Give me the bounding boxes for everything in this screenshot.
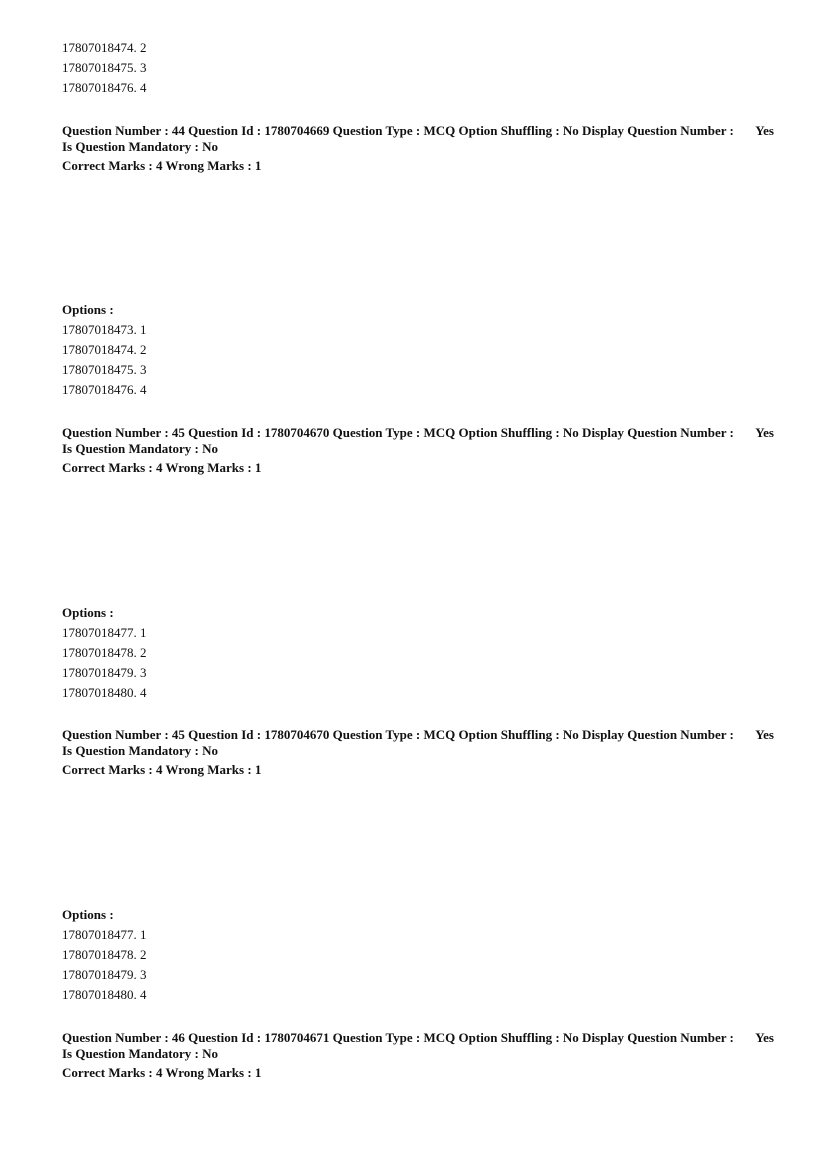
option-item: 17807018479. 3 <box>62 665 147 680</box>
question-marks: Correct Marks : 4 Wrong Marks : 1 <box>62 1065 262 1080</box>
question-meta-line <box>62 1030 774 1046</box>
question-header-45 <box>62 425 777 476</box>
option-item: 17807018478. 2 <box>62 947 147 962</box>
question-mandatory: Is Question Mandatory : No <box>62 139 219 154</box>
option-item: 17807018476. 4 <box>62 382 147 397</box>
question-meta-line <box>62 727 774 743</box>
display-question-number-value: Yes <box>755 727 774 742</box>
option-item: 17807018480. 4 <box>62 685 147 700</box>
option-item: 17807018476. 4 <box>62 80 147 95</box>
option-item: 17807018473. 1 <box>62 322 147 337</box>
display-question-number-value: Yes <box>755 1030 774 1045</box>
question-meta-text: Question Number : 44 Question Id : 1780704669 Question Type : MCQ Option Shuffling : No Display Question Number : <box>62 123 734 138</box>
question-header-45-repeat <box>62 727 777 778</box>
option-item: 17807018477. 1 <box>62 927 147 942</box>
option-item: 17807018478. 2 <box>62 645 147 660</box>
option-item: 17807018479. 3 <box>62 967 147 982</box>
question-meta-text: Question Number : 45 Question Id : 1780704670 Question Type : MCQ Option Shuffling : No Display Question Number : <box>62 425 734 440</box>
question-mandatory: Is Question Mandatory : No <box>62 743 219 758</box>
option-item: 17807018475. 3 <box>62 362 147 377</box>
option-item: 17807018474. 2 <box>62 40 147 55</box>
option-item: 17807018474. 2 <box>62 342 147 357</box>
question-header-46 <box>62 1030 777 1081</box>
question-options-44 <box>62 301 147 400</box>
options-label: Options : <box>62 605 114 620</box>
question-meta-line <box>62 123 774 139</box>
option-item: 17807018480. 4 <box>62 987 147 1002</box>
question-meta-text: Question Number : 45 Question Id : 1780704670 Question Type : MCQ Option Shuffling : No Display Question Number : <box>62 727 734 742</box>
option-item: 17807018477. 1 <box>62 625 147 640</box>
question-options-45 <box>62 604 147 703</box>
question-marks: Correct Marks : 4 Wrong Marks : 1 <box>62 460 262 475</box>
display-question-number-value: Yes <box>755 425 774 440</box>
question-header-44 <box>62 123 777 174</box>
question-meta-text: Question Number : 46 Question Id : 1780704671 Question Type : MCQ Option Shuffling : No Display Question Number : <box>62 1030 734 1045</box>
option-item: 17807018475. 3 <box>62 60 147 75</box>
question-mandatory: Is Question Mandatory : No <box>62 1046 219 1061</box>
question-meta-line <box>62 425 774 441</box>
options-label: Options : <box>62 302 114 317</box>
question-options-45-repeat <box>62 906 147 1005</box>
options-label: Options : <box>62 907 114 922</box>
question-marks: Correct Marks : 4 Wrong Marks : 1 <box>62 158 262 173</box>
question-marks: Correct Marks : 4 Wrong Marks : 1 <box>62 762 262 777</box>
display-question-number-value: Yes <box>755 123 774 138</box>
previous-question-options <box>62 38 147 98</box>
question-mandatory: Is Question Mandatory : No <box>62 441 219 456</box>
